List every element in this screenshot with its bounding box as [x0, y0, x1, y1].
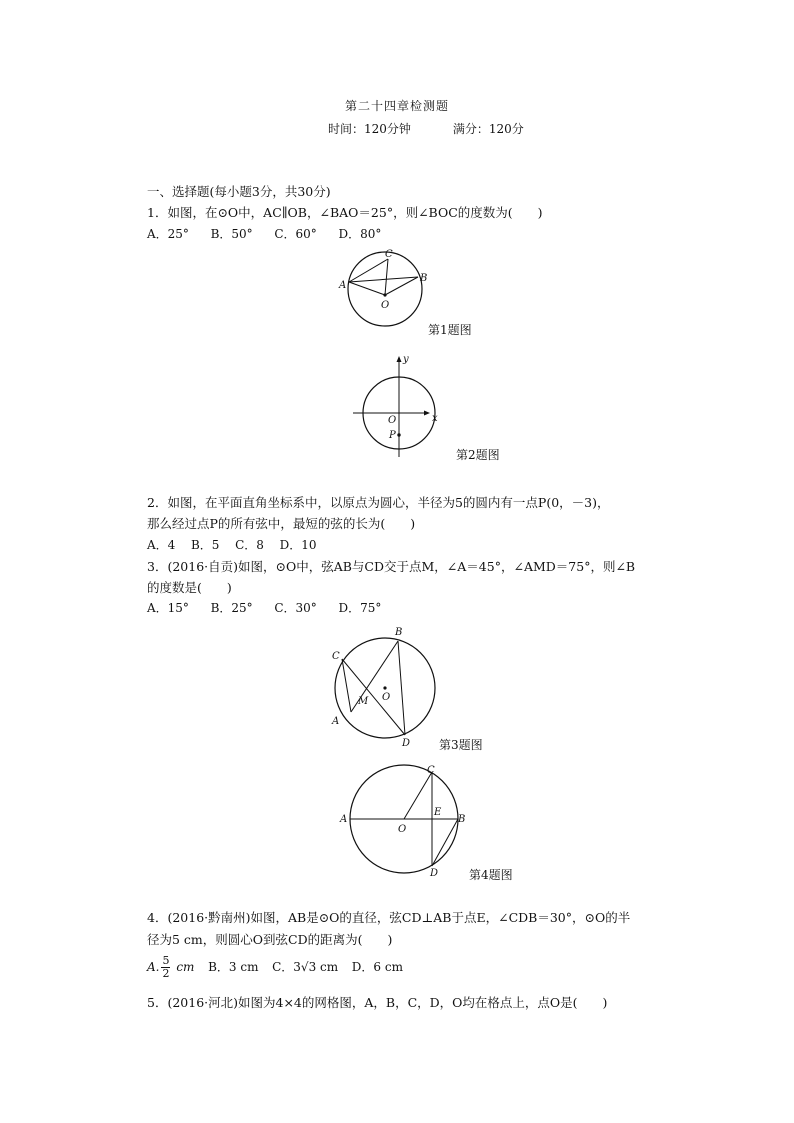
- fig2-label-y: y: [403, 354, 409, 365]
- fig1-label-o: O: [381, 300, 390, 311]
- fig1-label-c: C: [385, 249, 393, 260]
- fig1-segment-bo: [385, 277, 418, 295]
- q3-option-a: A．15°: [147, 601, 189, 615]
- q2-option-d: D．10: [279, 538, 317, 552]
- q3-option-d: D．75°: [338, 601, 382, 615]
- fig1-segment-ao: [349, 282, 385, 295]
- exam-time: 时间：120分钟: [328, 122, 411, 136]
- fig3-label-c: C: [332, 651, 340, 662]
- q2-option-c: C．8: [235, 538, 264, 552]
- fig4-label-o: O: [398, 824, 407, 835]
- fig3-chord-cd: [342, 659, 405, 735]
- question-1-options: [147, 225, 381, 242]
- fig1-chord-ab: [349, 277, 418, 282]
- fig1-center-point: [383, 293, 386, 296]
- q2-option-a: A．4: [147, 538, 176, 552]
- fig3-label-d: D: [402, 738, 411, 748]
- fig3-center-point: [383, 686, 386, 689]
- fig1-chord-ac: [349, 259, 388, 282]
- fig2-y-arrow: [397, 356, 402, 362]
- fig2-label-x: x: [432, 413, 438, 424]
- fig1-label-b: B: [420, 273, 428, 284]
- figure-3-circle-diagram: [326, 622, 442, 748]
- fig4-chord-db: [432, 819, 458, 866]
- exam-score: 满分：120分: [452, 122, 524, 136]
- question-4-options: [147, 955, 403, 980]
- fig4-label-b: B: [458, 814, 466, 825]
- q1-option-c: C．60°: [274, 227, 317, 241]
- figure-3-caption: 第3题图: [439, 738, 483, 752]
- figure-2-caption: 第2题图: [456, 448, 500, 462]
- fig2-point-p: [397, 433, 400, 436]
- q3-option-c: C．30°: [274, 601, 317, 615]
- fig3-chord-ca: [342, 659, 351, 712]
- question-2-stem-line1: 2．如图，在平面直角坐标系中，以原点为圆心，半径为5的圆内有一点P(0，－3)，: [147, 495, 610, 510]
- fig4-segment-oc: [404, 772, 432, 819]
- q1-option-d: D．80°: [338, 227, 382, 241]
- q4-option-a-unit: cm: [176, 960, 195, 974]
- q4-option-a-fraction: [161, 955, 170, 980]
- exam-info: [328, 120, 524, 137]
- figure-4-caption: 第4题图: [469, 868, 513, 882]
- question-1-stem: 1．如图，在⊙O中，AC∥OB，∠BAO＝25°，则∠BOC的度数为( ): [147, 205, 543, 220]
- fig3-label-o: O: [382, 692, 391, 703]
- fig1-segment-co: [385, 259, 388, 295]
- fig3-label-b: B: [395, 627, 403, 638]
- figure-4-circle-diagram: [336, 762, 472, 880]
- question-3-options: [147, 599, 381, 616]
- q4-option-b: B．3 cm: [208, 960, 259, 974]
- question-3-stem-line2: 的度数是( ): [147, 580, 232, 595]
- section-heading: 一、选择题(每小题3分，共30分): [147, 184, 331, 199]
- question-5-stem: 5．(2016·河北)如图为4×4的网格图，A，B，C，D，O均在格点上，点O是( ): [147, 995, 608, 1010]
- question-3-stem-line1: 3．(2016·自贡)如图，⊙O中，弦AB与CD交于点M，∠A＝45°，∠AMD＝75°，则∠B: [147, 559, 636, 574]
- q4-option-a-prefix: A.: [147, 960, 160, 974]
- fig3-label-m: M: [358, 696, 369, 707]
- q4-option-a-denominator: 2: [162, 967, 170, 980]
- fig4-label-e: E: [434, 807, 442, 818]
- question-4-stem-line2: 径为5 cm，则圆心O到弦CD的距离为( ): [147, 932, 393, 947]
- figure-2-coordinate-diagram: [350, 350, 440, 460]
- page-title: 第二十四章检测题: [344, 99, 449, 113]
- q4-option-d: D．6 cm: [351, 960, 403, 974]
- fig2-label-p: P: [389, 430, 396, 441]
- question-4-stem-line1: 4．(2016·黔南州)如图，AB是⊙O的直径，弦CD⊥AB于点E，∠CDB＝30°，⊙O的半: [147, 910, 631, 925]
- fig2-x-arrow: [424, 411, 430, 416]
- fig3-chord-bd: [398, 641, 405, 735]
- q4-option-c: C．3√3 cm: [272, 960, 339, 974]
- question-2-options: [147, 536, 316, 553]
- figure-1-circle-diagram: [330, 244, 440, 344]
- fig3-label-a: A: [332, 716, 340, 727]
- q2-option-b: B．5: [190, 538, 220, 552]
- fig4-label-d: D: [430, 868, 439, 879]
- figure-1-caption: 第1题图: [428, 323, 472, 337]
- fig1-label-a: A: [339, 280, 347, 291]
- q1-option-b: B．50°: [210, 227, 253, 241]
- q3-option-b: B．25°: [210, 601, 253, 615]
- fig4-label-c: C: [427, 765, 435, 776]
- q1-option-a: A．25°: [147, 227, 189, 241]
- fig2-label-o: O: [388, 415, 397, 426]
- question-2-stem-line2: 那么经过点P的所有弦中，最短的弦的长为( ): [147, 516, 416, 531]
- fig4-label-a: A: [340, 814, 348, 825]
- q4-option-a-numerator: 5: [162, 954, 170, 967]
